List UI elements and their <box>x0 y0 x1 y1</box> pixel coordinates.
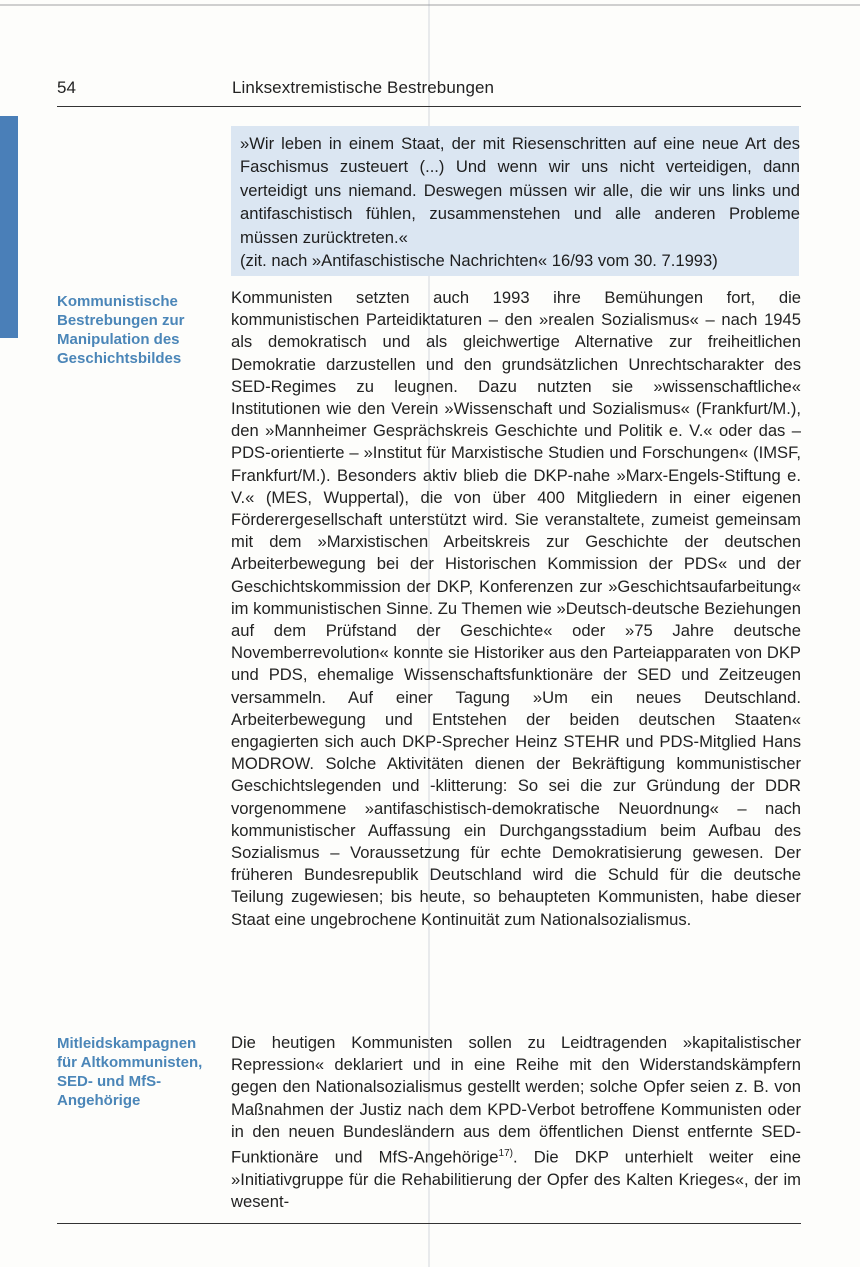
quote-source: (zit. nach »Antifaschistische Nachrichten« 16/93 vom 30. 7.1993) <box>240 251 718 271</box>
quote-block <box>240 132 800 272</box>
paragraph-geschichtsbild: Kommunisten setzten auch 1993 ihre Bemühungen fort, die kommunistischen Parteidiktaturen – den »realen Sozialismus« – nach 1945 als demokratisch und als gleichwertige Alternative zur freiheitlichen Demokratie darzustellen und den grundsätzlichen Unrechtscharakter des SED-Regimes zu leugnen. Dazu nutzten sie »wissenschaftliche« Institutionen wie den Verein »Wissenschaft und Sozialismus« (Frankfurt/M.), den »Mannheimer Gesprächskreis Geschichte und Politik e. V.« oder das – PDS-orientierte – »Institut für Marxistische Studien und Forschungen« (IMSF, Frankfurt/M.). Besonders aktiv blieb die DKP-nahe »Marx-Engels-Stiftung e. V.« (MES, Wuppertal), die von über 400 Mitgliedern in einer eigenen Förderergesellschaft unterstützt wird. Sie veranstaltete, zumeist gemeinsam mit dem »Marxistischen Arbeitskreis zur Geschichte der deutschen Arbeiterbewegung bei der Historischen Kommission der PDS« und der Geschichtskommission der DKP, Konferenzen zur »Geschichtsaufarbeitung« im kommunistischen Sinne. Zu Themen wie »Deutsch-deutsche Beziehungen auf dem Prüfstand der Geschichte« oder »75 Jahre deutsche Novemberrevolution« konnte sie Historiker aus den Parteiapparaten von DKP und PDS, ehemalige Wissenschaftsfunktionäre der SED und Zeitzeugen versammeln. Auf einer Tagung »Um ein neues Deutschland. Arbeiterbewegung und Entstehen der beiden deutschen Staaten« engagierten sich auch DKP-Sprecher Heinz STEHR und PDS-Mitglied Hans MODROW. Solche Aktivitäten dienen der Bekräftigung kommunistischer Geschichtslegenden und -klitterung: So sei die zur Gründung der DDR vorgenommene »antifaschistisch-demokratische Neuordnung« – nach kommunistischer Auffassung ein Durchgangsstadium beim Aufbau des Sozialismus – Voraussetzung für echte Demokratisierung gewesen. Der früheren Bundesrepublik Deutschland wird die Schuld für die deutsche Teilung zugewiesen; bis heute, so behaupteten Kommunisten, habe dieser Staat eine ungebrochene Kontinuität zum Nationalsozialismus. <box>231 288 801 929</box>
page-number: 54 <box>57 78 76 97</box>
top-edge-rule <box>0 4 860 6</box>
paragraph-text-cont: . Die DKP unterhielt weiter eine »Initiativgruppe für die Rehabilitierung der Opfer des Kalten Krieges«, der im wesent- <box>231 1147 801 1211</box>
quote-text: »Wir leben in einem Staat, der mit Riesenschritten auf eine neue Art des Faschismus zusteuert (...) Und wenn wir uns nicht verteidigen, dann verteidigt uns niemand. Deswegen müssen wir alle, die wir uns links und antifaschistisch fühlen, zusammenstehen und alle anderen Probleme müssen zurücktreten.« <box>240 134 800 247</box>
footer-rule <box>57 1223 801 1224</box>
marginal-title-mitleidskampagnen: Mitleidskampagnen für Altkommunisten, SED- und MfS-Angehörige <box>57 1035 203 1109</box>
running-title: Linksextremistische Bestrebungen <box>232 78 495 97</box>
marginal-title-geschichtsbild: Kommunistische Bestrebungen zur Manipulation des Geschichtsbildes <box>57 293 185 367</box>
paragraph-text: Die heutigen Kommunisten sollen zu Leidtragenden »kapitalistischer Repression« deklariert und in eine Reihe mit den Widerstandskämpfern gegen den Nationalsozialismus gestellt werden; solche Opfer seien z. B. von Maßnahmen der Justiz nach dem KPD-Verbot betroffene Kommunisten oder in den neuen Bundesländern aus dem öffentlichen Dienst entfernte SED-Funktionäre und MfS-Angehörige <box>231 1033 801 1167</box>
header-rule <box>57 106 801 107</box>
chapter-marker-bar <box>0 116 18 338</box>
footnote-ref: 17) <box>498 1148 513 1160</box>
paragraph-mitleidskampagnen <box>231 1032 801 1213</box>
